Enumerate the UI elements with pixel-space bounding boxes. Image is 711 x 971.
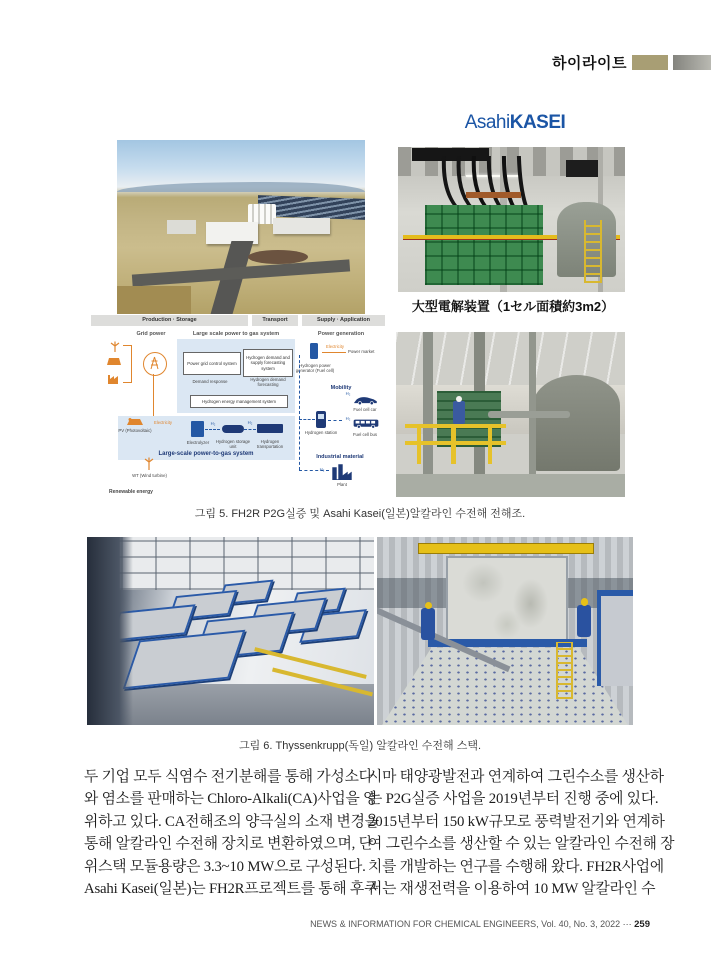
hydrogen-truck-icon [257,424,283,433]
photo-thyssenkrupp-hall [87,537,374,725]
body-line: 는 P2G실증 사업을 2019년부터 진행 중에 있다. [368,791,659,808]
storage-tanks [248,204,275,223]
floor [116,684,374,725]
hydrogen-storage-icon [222,425,244,433]
dashed-connector [299,419,315,420]
demand-response-label: Demand response [192,379,228,384]
photo-stack-lifting [377,537,633,725]
page-number: 259 [634,919,650,930]
large-tank [533,375,620,471]
tower-glyph [150,356,159,370]
body-line: 통해 알칼라인 수전해 장치로 변환하였으며, 단 [84,836,373,853]
page-footer [0,919,650,930]
fuel-cell-battery-icon [310,343,318,359]
fuel-cell-bus-label: Fuel cell bus [352,432,378,437]
wt-label: WT (Wind turbine) [132,473,167,478]
railing-post [451,424,456,464]
body-line: 2015년부터 150 kW규모로 풍력발전기와 연계하 [368,813,665,830]
electrolyzer-label: Electrolyzer [186,440,210,445]
left-wall [87,537,133,725]
industrial-material-label: Industrial material [316,454,364,460]
power-grid-control-box: Power grid control system [183,352,241,375]
electricity-label-left: Electricity [154,420,172,425]
grid-power-label: Grid power [136,331,166,337]
dashed-connector [299,470,329,471]
worker [577,605,591,637]
wind-turbine-icon [109,341,121,353]
h2-label: H₂ [319,467,325,472]
power-generation-label: Power generation [317,331,365,337]
electrolyzer-icon [191,421,204,437]
h2-label: H₂ [247,420,253,425]
dashed-connector [205,429,220,430]
wt-icon [143,457,155,471]
mobility-label: Mobility [330,385,352,391]
photo-plant-interior [396,332,625,497]
body-line: 두 기업 모두 식염수 전기분해를 통해 가성소다 [84,769,373,785]
h2-label: H₂ [210,421,216,426]
system-title-label: Large scale power to gas system [192,331,280,337]
renewable-label: Renewable energy [109,489,153,495]
worker-helmet [581,598,589,606]
hydrogen-storage-label: Hydrogen storage unit [215,439,251,450]
pipe [488,411,570,418]
logo-asahi: Asahi [464,112,510,133]
photo-fh2r-aerial [117,140,365,314]
dashed-connector [328,420,342,421]
pv-label: PV (Photovoltaic) [118,428,152,433]
h2-label: H₂ [345,391,351,396]
body-column-left [84,766,379,900]
column [423,332,432,497]
footer-text: NEWS & INFORMATION FOR CHEMICAL ENGINEERS, Vol. 40, No. 3, 2022 ⋯ [310,919,635,929]
railing-post [488,424,493,464]
mountains [117,182,365,192]
power-market-label: Power market [348,349,375,354]
yellow-ladder [556,642,573,698]
hydrogen-demand-forecasting-label: Hydrogen demand forecasting [250,377,286,388]
floor [396,474,625,497]
body-line: 위스택 모듈용량은 3.3~10 MW으로 구성된다. [84,858,366,875]
hydrogen-power-generator-label: Hydrogen power generator (Fuel cell) [295,363,335,374]
grid-bracket [123,345,132,383]
hydrogen-transport-label: Hydrogen transportation [256,439,284,450]
body-line: Asahi Kasei(일본)는 FH2R프로젝트를 통해 후쿠 [84,880,379,897]
figure6-caption: 그림 6. Thyssenkrupp(독일) 알칼라인 수전해 스택. [238,740,482,752]
header-bar-gray [673,55,711,70]
body-line: 여 그린수소를 생산할 수 있는 알칼라인 수전해 장 [368,836,675,853]
cell-stack-panel [446,556,568,643]
electricity-label-right: Electricity [326,344,344,349]
ladder [584,220,602,284]
plant-label: Plant [337,482,347,487]
fuel-cell-car-icon [353,395,378,405]
hydrogen-demand-supply-box: Hydrogen demand and supply forecasting system [243,349,293,377]
green-electrolyzer-frame [425,205,543,285]
factory-icon-orange [107,373,121,384]
header-bar-olive [632,55,668,70]
body-line: 위하고 있다. CA전해조의 양극실의 소재 변경을 [84,813,379,830]
page-title: 하이라이트 [552,55,627,72]
body-line: 치를 개발하는 연구를 수행해 왔다. FH2R사업에 [368,858,664,875]
body-column-right [368,766,675,900]
dashed-connector [244,429,256,430]
connector-orange-pm [322,352,346,353]
plant-icon [331,463,353,480]
dashed-connector-right [299,355,301,470]
field [117,286,191,314]
worker [453,401,464,424]
body-line: 와 염소를 판매하는 Chloro-Alkali(CA)사업을 영 [84,791,378,808]
photo-electrolyzer-unit [398,147,625,292]
stack-right [597,590,633,686]
hydrogen-station-label: Hydrogen station [304,430,338,435]
station-screen [318,414,324,419]
h2-label: H₂ [345,416,351,421]
fuel-cell-car-label: Fuel cell car [353,407,377,412]
soil-patch [248,250,308,264]
railing-post [417,424,422,464]
diagram-header-transport: Transport [252,315,298,326]
solar-panel-icon [107,357,121,366]
p2g-diagram [91,315,385,497]
grating-platform [382,648,628,725]
photo-caption-jp: 大型電解装置（1セル面積約3m2） [411,299,615,314]
yellow-railing [255,647,367,678]
worker [421,608,435,640]
body-line: 시마 태양광발전과 연계하여 그린수소를 생산하 [368,769,664,785]
pv-panel-icon [127,418,143,426]
crane-beam [418,543,594,554]
diagram-header-supply: Supply · Application [302,315,385,326]
building [273,218,330,234]
logo-kasei: KASEI [509,112,566,133]
hems-box: Hydrogen energy management system [190,395,288,408]
diagram-header-production: Production · Storage [91,315,248,326]
asahi-kasei-logo [450,112,580,134]
p2g-bottom-title: Large-scale power-to-gas system [158,451,254,457]
busbar [466,192,520,198]
building [167,220,197,234]
fuel-cell-bus-icon [353,418,379,429]
body-line: 서는 재생전력을 이용하여 10 MW 알칼라인 수 [368,880,656,897]
figure5-caption: 그림 5. FH2R P2G실증 및 Asahi Kasei(일본)알칼라인 수전해 전해조. [194,508,526,520]
